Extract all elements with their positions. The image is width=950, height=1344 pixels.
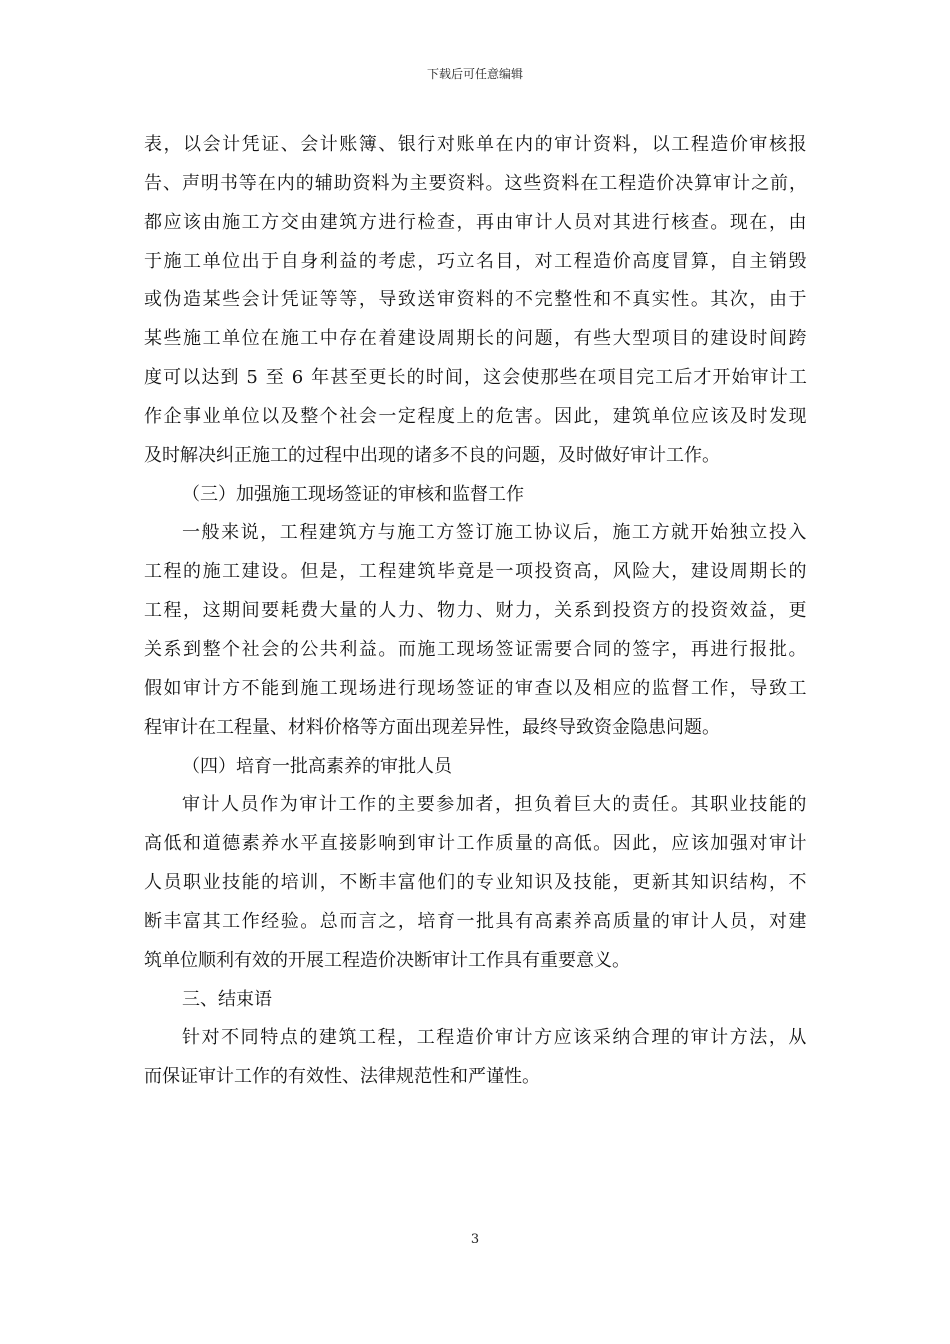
text-line: 三、结束语 <box>182 988 272 1010</box>
text-line: 告、声明书等在内的辅助资料为主要资料。这些资料在工程造价决算审计之前， <box>144 172 808 194</box>
text-line: 高低和道德素养水平直接影响到审计工作质量的高低。因此，应该加强对审计 <box>144 833 808 855</box>
text-line: 针对不同特点的建筑工程，工程造价审计方应该采纳合理的审计方法，从 <box>182 1027 808 1049</box>
text-line: 一般来说，工程建筑方与施工方签订施工协议后，施工方就开始独立投入 <box>182 522 808 544</box>
text-line: 人员职业技能的培训，不断丰富他们的专业知识及技能，更新其知识结构，不 <box>144 872 808 894</box>
text-line: 断丰富其工作经验。总而言之，培育一批具有高素养高质量的审计人员，对建 <box>144 910 808 932</box>
page-number: 3 <box>470 1232 480 1247</box>
text-line: 某些施工单位在施工中存在着建设周期长的问题，有些大型项目的建设时间跨 <box>144 328 808 350</box>
text-line: （三）加强施工现场签证的审核和监督工作 <box>182 483 524 505</box>
text-line: 工程，这期间要耗费大量的人力、物力、财力，关系到投资方的投资效益，更 <box>144 600 808 622</box>
text-line: 程审计在工程量、材料价格等方面出现差异性，最终导致资金隐患问题。 <box>144 716 720 738</box>
text-line: 表，以会计凭证、会计账簿、银行对账单在内的审计资料，以工程造价审核报 <box>144 134 808 155</box>
text-line: 而保证审计工作的有效性、法律规范性和严谨性。 <box>144 1066 540 1088</box>
text-line: 或伪造某些会计凭证等等，导致送审资料的不完整性和不真实性。其次，由于 <box>144 289 808 311</box>
text-line: 假如审计方不能到施工现场进行现场签证的审查以及相应的监督工作，导致工 <box>144 677 808 699</box>
text-line: 及时解决纠正施工的过程中出现的诸多不良的问题，及时做好审计工作。 <box>144 444 720 466</box>
text-line: 于施工单位出于自身利益的考虑，巧立名目，对工程造价高度冒算，自主销毁 <box>144 250 808 272</box>
text-line: 筑单位顺利有效的开展工程造价决断审计工作具有重要意义。 <box>144 949 630 971</box>
text-line: 都应该由施工方交由建筑方进行检查，再由审计人员对其进行核查。现在，由 <box>144 211 808 233</box>
text-line: 审计人员作为审计工作的主要参加者，担负着巨大的责任。其职业技能的 <box>182 794 808 816</box>
text-line: （四）培育一批高素养的审批人员 <box>182 755 452 777</box>
text-line: 作企事业单位以及整个社会一定程度上的危害。因此，建筑单位应该及时发现 <box>144 405 808 427</box>
page-header: 下载后可任意编辑 <box>426 67 523 81</box>
document-body <box>144 126 808 1097</box>
text-line: 工程的施工建设。但是，工程建筑毕竟是一项投资高，风险大，建设周期长的 <box>144 561 808 583</box>
text-line: 关系到整个社会的公共利益。而施工现场签证需要合同的签字，再进行报批。 <box>144 638 808 660</box>
text-line: 度可以达到 5 至 6 年甚至更长的时间，这会使那些在项目完工后才开始审计工 <box>144 367 808 389</box>
